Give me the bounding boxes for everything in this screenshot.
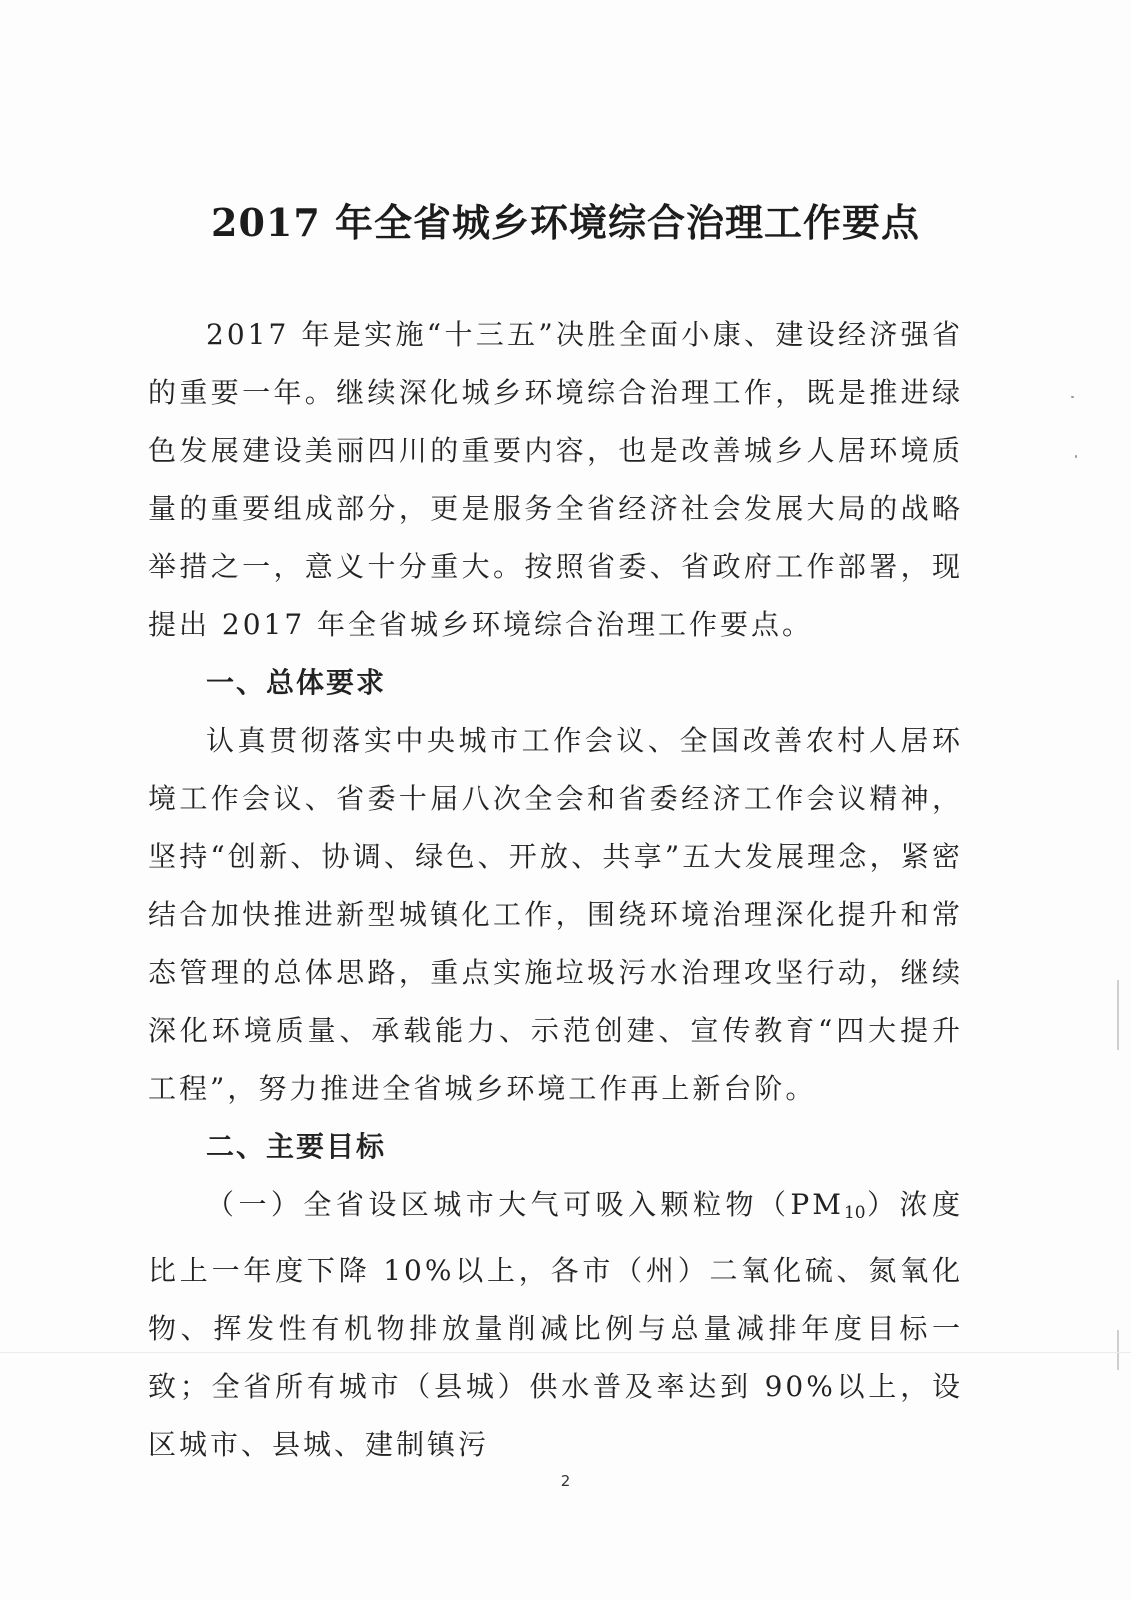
goal-text-start: （一）全省设区城市大气可吸入颗粒物（PM [206,1188,844,1221]
document-body [148,306,963,1474]
goal-text-end: ）浓度比上一年度下降 10%以上，各市（州）二氧化硫、氮氧化物、挥发性有机物排放量削减比例与总量减排年度目标一致；全省所有城市（县城）供水普及率达到 90%以上，设区城市、县城、建制镇污 [148,1188,963,1461]
scan-speck [1075,455,1077,458]
scan-shadow-line [0,1352,1131,1353]
pm-subscript: 10 [843,1203,866,1223]
intro-paragraph: 2017 年是实施“十三五”决胜全面小康、建设经济强省的重要一年。继续深化城乡环境综合治理工作，既是推进绿色发展建设美丽四川的重要内容，也是改善城乡人居环境质量的重要组成部分，更是服务全省经济社会发展大局的战略举措之一，意义十分重大。按照省委、省政府工作部署，现提出 2017 年全省城乡环境综合治理工作要点。 [148,318,963,641]
page-number: 2 [560,1472,571,1490]
section-heading-overall-requirements: 一、总体要求 [206,666,387,699]
scan-edge-line [1117,980,1119,1050]
main-goals-paragraph [148,1176,963,1474]
scan-edge-line [1117,1330,1119,1370]
document-title: 2017 年全省城乡环境综合治理工作要点 [211,200,920,245]
scan-speck [1071,396,1074,398]
section-heading-main-goals: 二、主要目标 [206,1130,387,1163]
overall-requirements-paragraph: 认真贯彻落实中央城市工作会议、全国改善农村人居环境工作会议、省委十届八次全会和省委经济工作会议精神，坚持“创新、协调、绿色、开放、共享”五大发展理念，紧密结合加快推进新型城镇化工作，围绕环境治理深化提升和常态管理的总体思路，重点实施垃圾污水治理攻坚行动，继续深化环境质量、承载能力、示范创建、宣传教育“四大提升工程”，努力推进全省城乡环境工作再上新台阶。 [148,724,963,1105]
